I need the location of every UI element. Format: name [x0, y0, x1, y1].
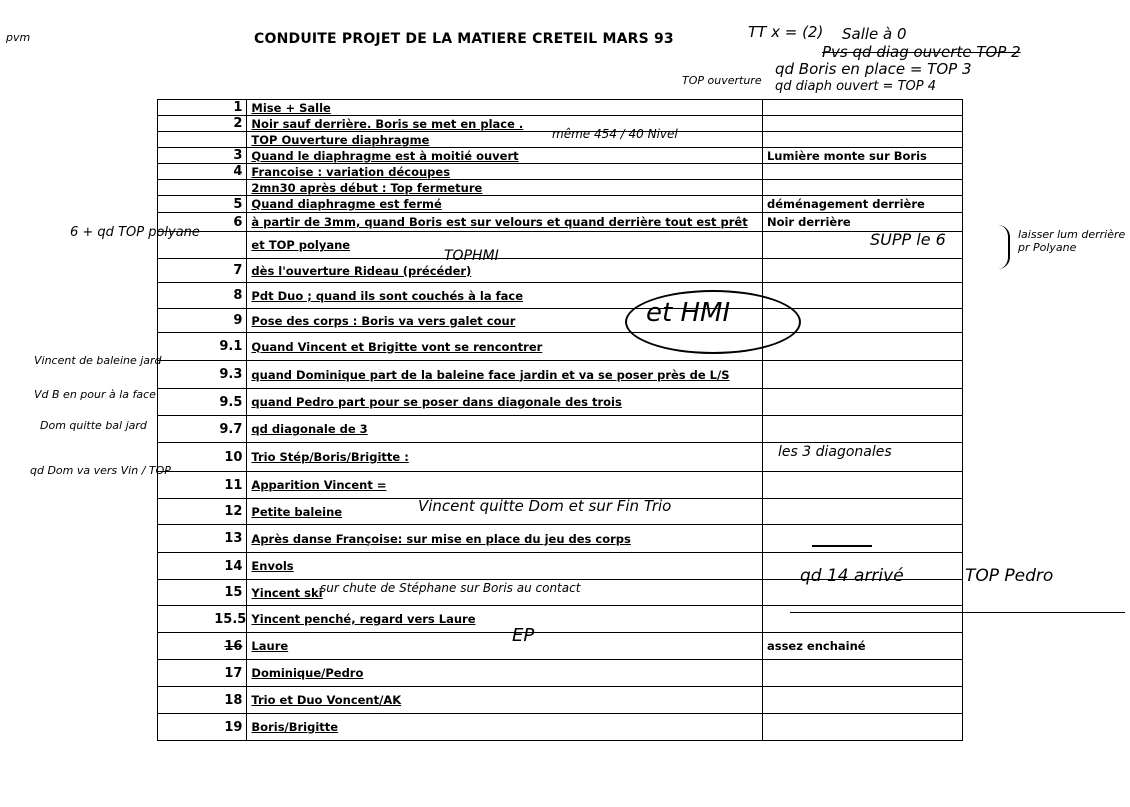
- table-row: [158, 472, 963, 499]
- note-vincent-baleine: Vincent de baleine jard: [34, 354, 162, 367]
- table-row: [158, 525, 963, 553]
- cue-effect: [762, 499, 962, 525]
- annotation-line: [812, 545, 872, 547]
- cue-number: 9.7: [210, 416, 247, 443]
- cue-number: 4: [210, 164, 247, 180]
- note-pvm: pvm: [6, 31, 31, 44]
- note-top4: qd diaph ouvert = TOP 4: [775, 79, 936, 94]
- cue-text: dès l'ouverture Rideau (précéder): [247, 259, 763, 283]
- table-row: [158, 232, 963, 259]
- cue-number: 14: [210, 553, 247, 580]
- cue-effect: [762, 660, 962, 687]
- cue-number: 9.5: [210, 389, 247, 416]
- note-top-ouverture: TOP ouverture: [682, 74, 762, 87]
- cue-effect: [762, 361, 962, 389]
- cue-text: Pose des corps : Boris va vers galet cour: [247, 309, 763, 333]
- cue-text: Francoise : variation découpes: [247, 164, 763, 180]
- cue-effect: [762, 259, 962, 283]
- cue-table: [157, 99, 963, 741]
- cue-text: Envols: [247, 553, 763, 580]
- table-row: [158, 100, 963, 116]
- note-salle: Salle à 0: [842, 25, 907, 43]
- note-supp6: SUPP le 6: [870, 230, 946, 249]
- cue-text: Quand diaphragme est fermé: [247, 196, 763, 213]
- note-envols: sur chute de Stéphane sur Boris au contact: [320, 581, 581, 595]
- annotation-line: [790, 612, 1125, 613]
- note-ep: EP: [512, 625, 535, 646]
- cue-effect: [762, 714, 962, 741]
- cue-number: 7: [210, 259, 247, 283]
- cue-effect: [762, 606, 962, 633]
- cue-text: Mise + Salle: [247, 100, 763, 116]
- cue-number: 2: [210, 116, 247, 132]
- note-top-pedro: TOP Pedro: [965, 566, 1054, 586]
- table-row: [158, 309, 963, 333]
- cue-text: Trio et Duo Voncent/AK: [247, 687, 763, 714]
- cue-number: 5: [210, 196, 247, 213]
- cue-number: 16: [210, 633, 247, 660]
- cue-effect: [762, 180, 962, 196]
- cue-text: Boris/Brigitte: [247, 714, 763, 741]
- table-row: [158, 389, 963, 416]
- cue-text: qd diagonale de 3: [247, 416, 763, 443]
- annotation-bracket: [968, 225, 1010, 269]
- document-title: CONDUITE PROJET DE LA MATIERE CRETEIL MARS 93: [254, 31, 674, 47]
- cue-effect: [762, 100, 962, 116]
- cue-effect: déménagement derrière: [762, 196, 962, 213]
- cue-number: 1: [210, 100, 247, 116]
- cue-text: Quand Vincent et Brigitte vont se rencontrer: [247, 333, 763, 361]
- cue-text: Dominique/Pedro: [247, 660, 763, 687]
- note-laisser-lum: laisser lum derrière pr Polyane: [1018, 228, 1126, 254]
- note-dom-va: qd Dom va vers Vin / TOP: [30, 464, 171, 477]
- cue-text: Yincent penché, regard vers Laure: [247, 606, 763, 633]
- cue-effect: [762, 416, 962, 443]
- cue-number: 9.3: [210, 361, 247, 389]
- table-row: [158, 687, 963, 714]
- cue-text: et TOP polyane: [247, 232, 763, 259]
- cue-effect: [762, 525, 962, 553]
- cue-text: Apparition Vincent =: [247, 472, 763, 499]
- cue-effect: Noir derrière: [762, 213, 962, 232]
- cue-text: à partir de 3mm, quand Boris est sur velours et quand derrière tout est prêt: [247, 213, 763, 232]
- table-row: [158, 196, 963, 213]
- table-row: [158, 213, 963, 232]
- table-row: [158, 180, 963, 196]
- note-vincent-quitte: Vincent quitte Dom et sur Fin Trio: [418, 497, 672, 515]
- table-row: [158, 633, 963, 660]
- cue-text: quand Pedro part pour se poser dans diagonale des trois: [247, 389, 763, 416]
- cue-text: Petite baleine: [247, 499, 763, 525]
- cue-number: 3: [210, 148, 247, 164]
- cue-effect: [762, 389, 962, 416]
- note-tophmi: TOPHMI: [444, 248, 499, 264]
- cue-text: quand Dominique part de la baleine face jardin et va se poser près de L/S: [247, 361, 763, 389]
- table-row: [158, 164, 963, 180]
- table-row: [158, 259, 963, 283]
- table-row: [158, 148, 963, 164]
- note-tt: TT x = (2): [748, 23, 824, 41]
- cue-number: [210, 132, 247, 148]
- cue-number: 9: [210, 309, 247, 333]
- cue-effect: Lumière monte sur Boris: [762, 148, 962, 164]
- table-row: [158, 714, 963, 741]
- cue-number: 6: [210, 213, 247, 232]
- cue-number: [210, 180, 247, 196]
- table-row: [158, 333, 963, 361]
- cue-effect: [762, 333, 962, 361]
- note-top2: Pvs qd diag ouverte TOP 2: [822, 43, 1021, 61]
- table-row: [158, 361, 963, 389]
- table-row: [158, 416, 963, 443]
- cue-effect: [762, 132, 962, 148]
- note-vd-b: Vd B en pour à la face: [34, 388, 156, 401]
- cue-text: Pdt Duo ; quand ils sont couchés à la face: [247, 283, 763, 309]
- cue-number: 12: [210, 499, 247, 525]
- cue-text: Quand le diaphragme est à moitié ouvert: [247, 148, 763, 164]
- note-qd14: qd 14 arrivé: [800, 566, 904, 586]
- cue-number: 19: [210, 714, 247, 741]
- cue-effect: [762, 283, 962, 309]
- cue-text: Noir sauf derrière. Boris se met en place .: [247, 116, 763, 132]
- table-row: [158, 660, 963, 687]
- note-et-hmi: et HMI: [646, 298, 731, 328]
- cue-number: 10: [210, 443, 247, 472]
- table-row: [158, 606, 963, 633]
- note-row2: même 454 / 40 Nivel: [552, 127, 678, 141]
- cue-text: Après danse Françoise: sur mise en place du jeu des corps: [247, 525, 763, 553]
- note-dom-quitte: Dom quitte bal jard: [40, 419, 147, 432]
- note-top-polyane: 6 + qd TOP polyane: [70, 225, 200, 240]
- cue-number: 9.1: [210, 333, 247, 361]
- cue-number: 13: [210, 525, 247, 553]
- cue-text: TOP Ouverture diaphragme: [247, 132, 763, 148]
- table-row: [158, 283, 963, 309]
- cue-text: Laure: [247, 633, 763, 660]
- cue-effect: assez enchainé: [762, 633, 962, 660]
- cue-effect: [762, 164, 962, 180]
- cue-number: 15.5: [210, 606, 247, 633]
- cue-effect: [762, 116, 962, 132]
- cue-number: 11: [210, 472, 247, 499]
- cue-text: 2mn30 après début : Top fermeture: [247, 180, 763, 196]
- cue-number: 8: [210, 283, 247, 309]
- note-top3: qd Boris en place = TOP 3: [775, 60, 972, 78]
- cue-effect: [762, 687, 962, 714]
- cue-number: 15: [210, 580, 247, 606]
- cue-number: 17: [210, 660, 247, 687]
- note-diagonales: les 3 diagonales: [778, 444, 892, 460]
- cue-effect: [762, 472, 962, 499]
- cue-number: [210, 232, 247, 259]
- cue-number: 18: [210, 687, 247, 714]
- cue-text: Yincent ski: [247, 580, 763, 606]
- cue-text: Trio Stép/Boris/Brigitte :: [247, 443, 763, 472]
